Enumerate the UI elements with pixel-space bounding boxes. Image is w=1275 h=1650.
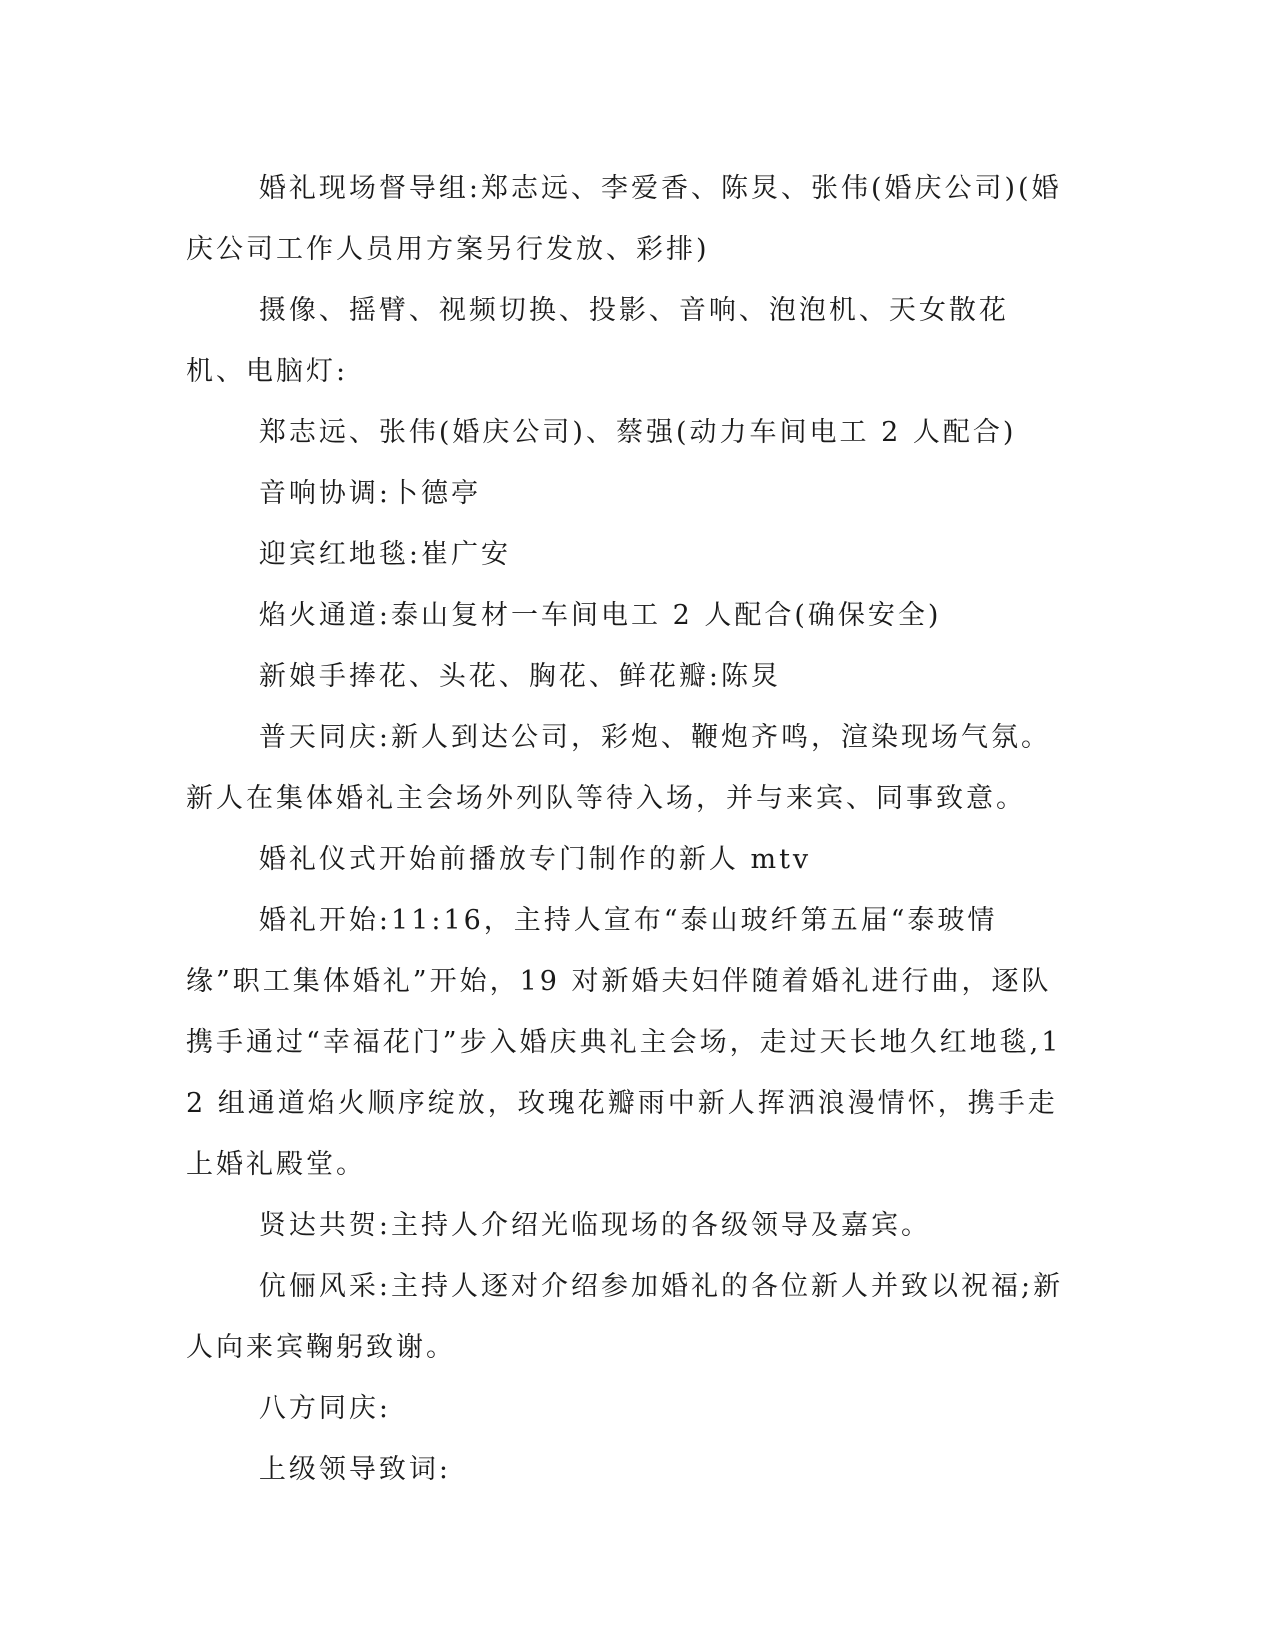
paragraph-red-carpet: 迎宾红地毯:崔广安 — [258, 539, 511, 570]
paragraph-sound-coordination: 音响协调:卜德亭 — [258, 478, 481, 509]
paragraph-leader-speech: 上级领导致词: — [258, 1454, 451, 1485]
paragraph-equipment-staff: 郑志远、张伟(婚庆公司)、蔡强(动力车间电工 2 人配合) — [258, 417, 1017, 448]
paragraph-ceremony-start: 婚礼开始:11:16，主持人宣布“泰山玻纤第五届“泰玻情缘”职工集体婚礼”开始，19 对新婚夫妇伴随着婚礼进行曲，逐队携手通过“幸福花门”步入婚庆典礼主会场，走过天长地久红地毯,12 组通道焰火顺序绽放，玫瑰花瓣雨中新人挥洒浪漫情怀，携手走上婚礼殿堂。 — [186, 905, 1062, 1180]
paragraph-couples-intro: 伉俪风采:主持人逐对介绍参加婚礼的各位新人并致以祝福;新人向来宾鞠躬致谢。 — [186, 1271, 1064, 1363]
paragraph-pre-ceremony-mtv: 婚礼仪式开始前播放专门制作的新人 mtv — [258, 844, 812, 875]
paragraph-supervision-group: 婚礼现场督导组:郑志远、李爱香、陈炅、张伟(婚庆公司)(婚庆公司工作人员用方案另行发放、彩排) — [186, 173, 1062, 265]
paragraph-fireworks-channel: 焰火通道:泰山复材一车间电工 2 人配合(确保安全) — [258, 600, 942, 631]
paragraph-guests-intro: 贤达共贺:主持人介绍光临现场的各级领导及嘉宾。 — [258, 1210, 931, 1241]
paragraph-celebration: 普天同庆:新人到达公司，彩炮、鞭炮齐鸣，渲染现场气氛。新人在集体婚礼主会场外列队等待入场，并与来宾、同事致意。 — [186, 722, 1051, 814]
paragraph-equipment-list: 摄像、摇臂、视频切换、投影、音响、泡泡机、天女散花机、电脑灯: — [186, 295, 1009, 387]
document-body — [186, 158, 1066, 1500]
paragraph-celebration-heading: 八方同庆: — [258, 1393, 391, 1424]
paragraph-flowers: 新娘手捧花、头花、胸花、鲜花瓣:陈炅 — [258, 661, 781, 692]
